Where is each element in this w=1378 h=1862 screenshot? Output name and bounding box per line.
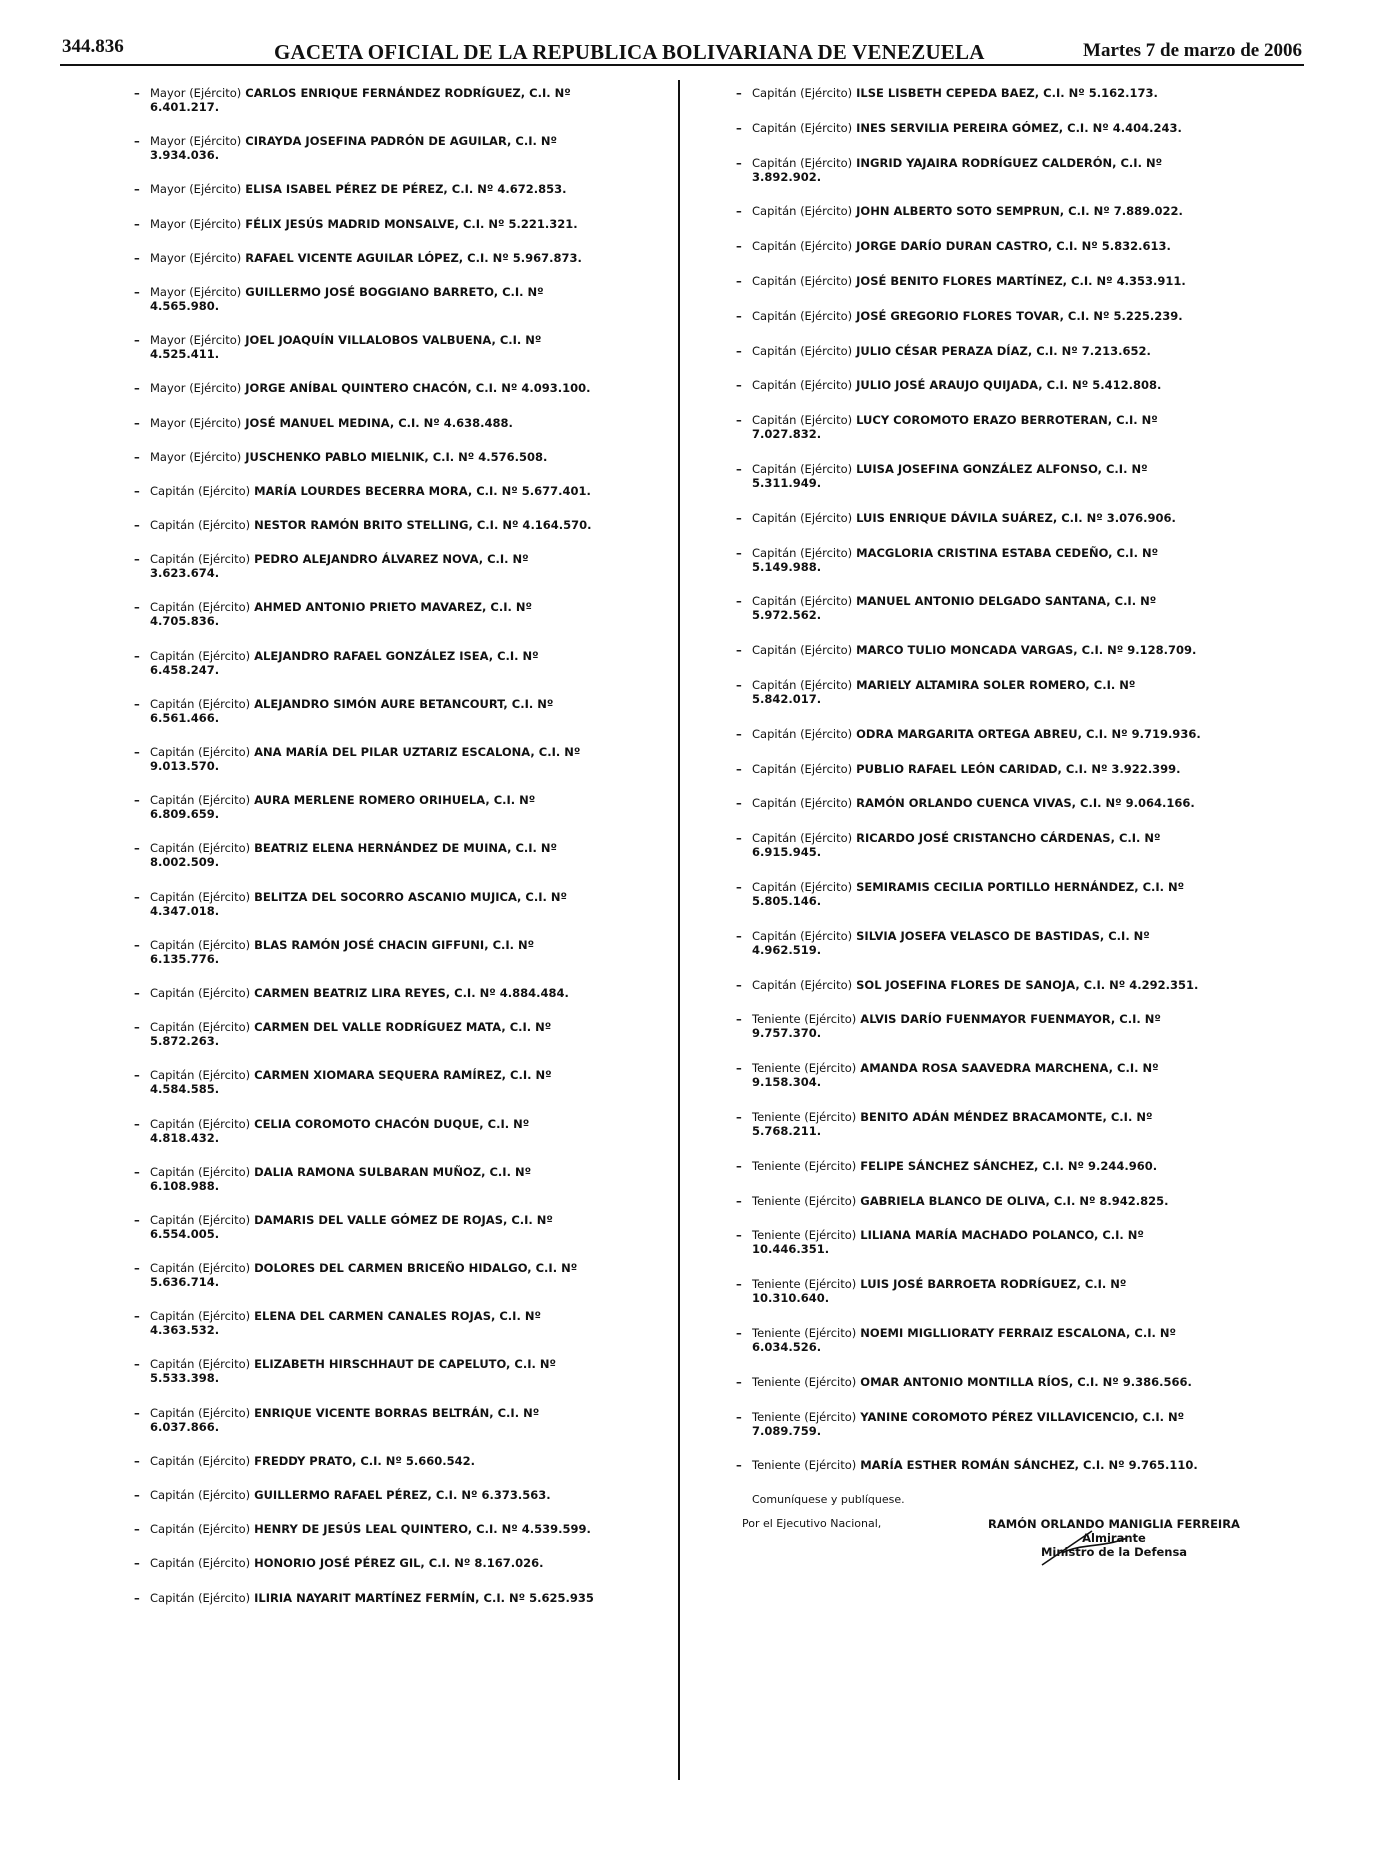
person-name: MARÍA ESTHER ROMÁN SÁNCHEZ, C.I. Nº 9.765.110.: [860, 1458, 1198, 1473]
person-name: RAMÓN ORLANDO CUENCA VIVAS, C.I. Nº 9.064.166.: [856, 796, 1195, 811]
person-name: BEATRIZ ELENA HERNÁNDEZ DE MUINA, C.I. Nº 8.002.509.: [150, 841, 558, 870]
list-item: [150, 1406, 598, 1434]
person-name: ALVIS DARÍO FUENMAYOR FUENMAYOR, C.I. Nº 9.757.370.: [752, 1012, 1161, 1041]
person-name: BELITZA DEL SOCORRO ASCANIO MUJICA, C.I. Nº 4.347.018.: [150, 889, 567, 918]
rank-label: Capitán (Ejército): [150, 745, 251, 759]
person-name: INGRID YAJAIRA RODRÍGUEZ CALDERÓN, C.I. Nº 3.892.902.: [752, 155, 1163, 184]
list-item: [150, 333, 598, 361]
list-item: [150, 1488, 598, 1502]
list-item: [150, 134, 598, 162]
list-item: [150, 1309, 598, 1337]
person-name: JOSÉ GREGORIO FLORES TOVAR, C.I. Nº 5.225.239.: [856, 308, 1183, 323]
list-item: [150, 1357, 598, 1385]
list-item: [150, 1117, 598, 1145]
rank-label: Capitán (Ejército): [150, 937, 251, 952]
rank-label: Mayor (Ejército): [150, 333, 242, 348]
rank-label: Capitán (Ejército): [150, 1068, 251, 1083]
rank-label: Teniente (Ejército): [752, 1458, 857, 1473]
rank-label: Teniente (Ejército): [752, 1228, 857, 1243]
list-item: [752, 1410, 1207, 1438]
list-item: [752, 86, 1207, 100]
person-name: SEMIRAMIS CECILIA PORTILLO HERNÁNDEZ, C.I. Nº 5.805.146.: [752, 879, 1185, 908]
person-name: MARIELY ALTAMIRA SOLER ROMERO, C.I. Nº 5.842.017.: [752, 677, 1136, 706]
list-item: [150, 217, 598, 231]
list-item: [752, 727, 1207, 741]
rank-label: Capitán (Ejército): [150, 1556, 251, 1571]
list-item: [150, 745, 598, 773]
rank-label: Capitán (Ejército): [150, 1590, 251, 1605]
person-name: AHMED ANTONIO PRIETO MAVAREZ, C.I. Nº 4.705.836.: [150, 600, 532, 629]
rank-label: Capitán (Ejército): [150, 841, 251, 856]
rank-label: Capitán (Ejército): [752, 86, 853, 100]
rank-label: Capitán (Ejército): [752, 204, 853, 219]
rank-label: Capitán (Ejército): [752, 761, 853, 776]
list-item: [150, 484, 598, 498]
person-name: GUILLERMO RAFAEL PÉREZ, C.I. Nº 6.373.563.: [254, 1488, 551, 1502]
signer-rank: Almirante: [1082, 1531, 1146, 1546]
rank-label: Capitán (Ejército): [752, 677, 853, 692]
rank-label: Capitán (Ejército): [150, 1212, 251, 1227]
list-item: [752, 413, 1207, 441]
rank-label: Capitán (Ejército): [752, 461, 853, 476]
rank-label: Capitán (Ejército): [150, 1453, 251, 1468]
rank-label: Capitán (Ejército): [752, 510, 853, 525]
rank-label: Capitán (Ejército): [752, 928, 853, 943]
rank-label: Capitán (Ejército): [150, 985, 251, 1000]
list-item: [150, 1068, 598, 1096]
list-item: [752, 344, 1207, 358]
person-name: JOEL JOAQUÍN VILLALOBOS VALBUENA, C.I. Nº 4.525.411.: [150, 333, 542, 362]
person-name: MANUEL ANTONIO DELGADO SANTANA, C.I. Nº 5.972.562.: [752, 594, 1157, 623]
list-item: [752, 880, 1207, 908]
person-name: AURA MERLENE ROMERO ORIHUELA, C.I. Nº 6.809.659.: [150, 793, 536, 822]
header-rule: [60, 64, 1304, 66]
list-item: [150, 1020, 598, 1048]
list-item: [150, 890, 598, 918]
person-name: LUIS ENRIQUE DÁVILA SUÁREZ, C.I. Nº 3.076.906.: [856, 510, 1176, 525]
rank-label: Teniente (Ejército): [752, 1325, 857, 1340]
person-name: CARMEN DEL VALLE RODRÍGUEZ MATA, C.I. Nº 5.872.263.: [150, 1020, 552, 1049]
person-name: JOSÉ BENITO FLORES MARTÍNEZ, C.I. Nº 4.353.911.: [856, 273, 1186, 288]
person-name: NOEMI MIGLLIORATY FERRAIZ ESCALONA, C.I. Nº 6.034.526.: [752, 1325, 1176, 1354]
person-name: BENITO ADÁN MÉNDEZ BRACAMONTE, C.I. Nº 5.768.211.: [752, 1109, 1153, 1138]
list-item: [150, 450, 598, 464]
list-item: [150, 518, 598, 532]
list-item: [150, 86, 598, 114]
rank-label: Capitán (Ejército): [752, 643, 853, 658]
executive-line: Por el Ejecutivo Nacional,: [742, 1517, 882, 1531]
person-name: DOLORES DEL CARMEN BRICEÑO HIDALGO, C.I. Nº 5.636.714.: [150, 1261, 578, 1290]
person-name: INES SERVILIA PEREIRA GÓMEZ, C.I. Nº 4.404.243.: [856, 120, 1182, 135]
rank-label: Capitán (Ejército): [150, 1261, 251, 1276]
person-name: ELIZABETH HIRSCHHAUT DE CAPELUTO, C.I. Nº 5.533.398.: [150, 1357, 556, 1386]
rank-label: Capitán (Ejército): [150, 1020, 251, 1035]
person-name: OMAR ANTONIO MONTILLA RÍOS, C.I. Nº 9.386.566.: [860, 1374, 1192, 1389]
rank-label: Capitán (Ejército): [752, 155, 853, 170]
list-item: [150, 600, 598, 628]
list-item: [150, 1591, 598, 1605]
rank-label: Capitán (Ejército): [752, 413, 853, 428]
person-name: BLAS RAMÓN JOSÉ CHACIN GIFFUNI, C.I. Nº 6.135.776.: [150, 937, 535, 966]
rank-label: Capitán (Ejército): [752, 831, 853, 846]
list-item: [752, 274, 1207, 288]
rank-label: Capitán (Ejército): [752, 879, 853, 894]
person-name: MARÍA LOURDES BECERRA MORA, C.I. Nº 5.677.401.: [254, 483, 591, 498]
rank-label: Teniente (Ejército): [752, 1012, 857, 1027]
list-item: [752, 762, 1207, 776]
person-name: GUILLERMO JOSÉ BOGGIANO BARRETO, C.I. Nº 4.565.980.: [150, 284, 544, 313]
list-item: [150, 938, 598, 966]
person-name: LUISA JOSEFINA GONZÁLEZ ALFONSO, C.I. Nº 5.311.949.: [752, 461, 1148, 490]
person-name: SILVIA JOSEFA VELASCO DE BASTIDAS, C.I. Nº 4.962.519.: [752, 928, 1150, 957]
signer-title: Ministro de la Defensa: [1040, 1545, 1188, 1560]
list-item: [150, 182, 598, 196]
rank-label: Mayor (Ejército): [150, 449, 242, 464]
person-name: ILSE LISBETH CEPEDA BAEZ, C.I. Nº 5.162.173.: [856, 86, 1158, 100]
rank-label: Capitán (Ejército): [150, 889, 251, 904]
column-divider: [678, 80, 680, 1780]
list-item: [752, 1012, 1207, 1040]
person-name: PUBLIO RAFAEL LEÓN CARIDAD, C.I. Nº 3.922.399.: [856, 761, 1181, 776]
rank-label: Teniente (Ejército): [752, 1193, 857, 1208]
list-item: [752, 204, 1207, 218]
person-name: HONORIO JOSÉ PÉREZ GIL, C.I. Nº 8.167.026.: [254, 1556, 544, 1571]
list-item: [150, 1213, 598, 1241]
list-item: [752, 121, 1207, 135]
person-name: ALEJANDRO SIMÓN AURE BETANCOURT, C.I. Nº 6.561.466.: [150, 696, 554, 725]
person-name: ELENA DEL CARMEN CANALES ROJAS, C.I. Nº 4.363.532.: [150, 1309, 541, 1338]
person-name: JULIO CÉSAR PERAZA DÍAZ, C.I. Nº 7.213.652.: [856, 343, 1151, 358]
list-item: [752, 594, 1207, 622]
person-name: JOSÉ MANUEL MEDINA, C.I. Nº 4.638.488.: [245, 415, 513, 430]
rank-label: Capitán (Ejército): [150, 793, 251, 808]
list-item: [150, 251, 598, 265]
list-item: [150, 416, 598, 430]
rank-label: Capitán (Ejército): [752, 977, 853, 992]
rank-label: Capitán (Ejército): [150, 1522, 251, 1537]
list-item: [752, 678, 1207, 706]
rank-label: Teniente (Ejército): [752, 1109, 857, 1124]
list-item: [150, 649, 598, 677]
person-name: LILIANA MARÍA MACHADO POLANCO, C.I. Nº 10.446.351.: [752, 1228, 1144, 1257]
person-name: CARMEN BEATRIZ LIRA REYES, C.I. Nº 4.884.484.: [254, 985, 569, 1000]
rank-label: Mayor (Ejército): [150, 250, 242, 265]
left-column: [150, 86, 598, 1625]
list-item: [150, 1556, 598, 1570]
rank-label: Mayor (Ejército): [150, 216, 242, 231]
signature-block: [742, 1517, 1240, 1573]
list-item: [752, 1458, 1207, 1472]
rank-label: Capitán (Ejército): [150, 600, 251, 615]
person-name: MARCO TULIO MONCADA VARGAS, C.I. Nº 9.128.709.: [856, 643, 1197, 658]
person-name: FREDDY PRATO, C.I. Nº 5.660.542.: [254, 1453, 476, 1468]
list-item: [150, 1165, 598, 1193]
publish-line: Comuníquese y publíquese.: [752, 1493, 905, 1507]
person-name: ENRIQUE VICENTE BORRAS BELTRÁN, C.I. Nº 6.037.866.: [150, 1405, 540, 1434]
list-item: [752, 831, 1207, 859]
rank-label: Capitán (Ejército): [752, 273, 853, 288]
person-name: HENRY DE JESÚS LEAL QUINTERO, C.I. Nº 4.539.599.: [254, 1522, 591, 1537]
person-name: NESTOR RAMÓN BRITO STELLING, C.I. Nº 4.164.570.: [254, 518, 592, 533]
rank-label: Capitán (Ejército): [752, 308, 853, 323]
rank-label: Mayor (Ejército): [150, 381, 242, 396]
rank-label: Capitán (Ejército): [150, 483, 251, 498]
signer-name: RAMÓN ORLANDO MANIGLIA FERREIRA: [988, 1517, 1240, 1532]
rank-label: Capitán (Ejército): [752, 545, 853, 560]
rank-label: Teniente (Ejército): [752, 1374, 857, 1389]
gazette-title: GACETA OFICIAL DE LA REPUBLICA BOLIVARIANA DE VENEZUELA: [274, 40, 985, 64]
rank-label: Capitán (Ejército): [752, 594, 853, 609]
rank-label: Capitán (Ejército): [150, 1488, 251, 1502]
person-name: DALIA RAMONA SULBARAN MUÑOZ, C.I. Nº 6.108.988.: [150, 1164, 532, 1193]
list-item: [752, 1326, 1207, 1354]
list-item: [150, 1454, 598, 1468]
page-header: [62, 36, 1302, 64]
person-name: AMANDA ROSA SAAVEDRA MARCHENA, C.I. Nº 9.158.304.: [752, 1061, 1159, 1090]
list-item: [752, 929, 1207, 957]
person-name: RAFAEL VICENTE AGUILAR LÓPEZ, C.I. Nº 5.967.873.: [245, 250, 582, 265]
list-item: [752, 309, 1207, 323]
person-name: CIRAYDA JOSEFINA PADRÓN DE AGUILAR, C.I. Nº 3.934.036.: [150, 134, 557, 163]
page-number: 344.836: [62, 36, 124, 57]
list-item: [752, 546, 1207, 574]
list-item: [150, 552, 598, 580]
person-name: DAMARIS DEL VALLE GÓMEZ DE ROJAS, C.I. Nº 6.554.005.: [150, 1212, 553, 1241]
rank-label: Capitán (Ejército): [752, 378, 853, 393]
list-item: [150, 285, 598, 313]
person-name: CARLOS ENRIQUE FERNÁNDEZ RODRÍGUEZ, C.I. Nº 6.401.217.: [150, 86, 571, 114]
list-item: [752, 511, 1207, 525]
person-name: RICARDO JOSÉ CRISTANCHO CÁRDENAS, C.I. Nº 6.915.945.: [752, 831, 1161, 860]
list-item: [752, 378, 1207, 392]
person-name: ALEJANDRO RAFAEL GONZÁLEZ ISEA, C.I. Nº 6.458.247.: [150, 648, 539, 677]
person-name: ELISA ISABEL PÉREZ DE PÉREZ, C.I. Nº 4.672.853.: [245, 182, 567, 197]
rank-label: Capitán (Ejército): [752, 726, 853, 741]
rank-label: Mayor (Ejército): [150, 86, 242, 100]
rank-label: Capitán (Ejército): [150, 552, 251, 567]
right-column-entries: [752, 86, 1207, 1472]
person-name: JORGE ANÍBAL QUINTERO CHACÓN, C.I. Nº 4.093.100.: [245, 381, 591, 396]
rank-label: Mayor (Ejército): [150, 134, 242, 149]
rank-label: Capitán (Ejército): [752, 796, 853, 811]
person-name: SOL JOSEFINA FLORES DE SANOJA, C.I. Nº 4.292.351.: [856, 977, 1199, 992]
person-name: JOHN ALBERTO SOTO SEMPRUN, C.I. Nº 7.889.022.: [856, 204, 1183, 219]
list-item: [752, 978, 1207, 992]
list-item: [752, 796, 1207, 810]
person-name: LUCY COROMOTO ERAZO BERROTERAN, C.I. Nº 7.027.832.: [752, 413, 1158, 442]
rank-label: Teniente (Ejército): [752, 1061, 857, 1076]
list-item: [752, 239, 1207, 253]
rank-label: Capitán (Ejército): [150, 1405, 251, 1420]
person-name: ILIRIA NAYARIT MARTÍNEZ FERMÍN, C.I. Nº 5.625.935: [254, 1590, 594, 1605]
rank-label: Capitán (Ejército): [150, 1309, 251, 1324]
rank-label: Capitán (Ejército): [150, 696, 251, 711]
person-name: ODRA MARGARITA ORTEGA ABREU, C.I. Nº 9.719.936.: [856, 726, 1201, 741]
person-name: FELIPE SÁNCHEZ SÁNCHEZ, C.I. Nº 9.244.960.: [860, 1158, 1158, 1173]
issue-date: Martes 7 de marzo de 2006: [1083, 40, 1302, 61]
list-item: [150, 986, 598, 1000]
rank-label: Teniente (Ejército): [752, 1409, 857, 1424]
rank-label: Mayor (Ejército): [150, 284, 242, 299]
list-item: [150, 1522, 598, 1536]
person-name: MACGLORIA CRISTINA ESTABA CEDEÑO, C.I. Nº 5.149.988.: [752, 545, 1159, 574]
list-item: [752, 462, 1207, 490]
person-name: ANA MARÍA DEL PILAR UZTARIZ ESCALONA, C.I. Nº 9.013.570.: [150, 745, 581, 773]
rank-label: Teniente (Ejército): [752, 1277, 857, 1292]
list-item: [150, 697, 598, 725]
rank-label: Teniente (Ejército): [752, 1158, 857, 1173]
list-item: [150, 793, 598, 821]
rank-label: Capitán (Ejército): [150, 1116, 251, 1131]
rank-label: Capitán (Ejército): [150, 1357, 251, 1372]
list-item: [150, 1261, 598, 1289]
person-name: JORGE DARÍO DURAN CASTRO, C.I. Nº 5.832.613.: [856, 239, 1171, 254]
person-name: CARMEN XIOMARA SEQUERA RAMÍREZ, C.I. Nº 4.584.585.: [150, 1068, 552, 1097]
person-name: CELIA COROMOTO CHACÓN DUQUE, C.I. Nº 4.818.432.: [150, 1116, 530, 1145]
list-item: [752, 1194, 1207, 1208]
list-item: [752, 156, 1207, 184]
person-name: LUIS JOSÉ BARROETA RODRÍGUEZ, C.I. Nº 10.310.640.: [752, 1277, 1127, 1306]
list-item: [752, 643, 1207, 657]
list-item: [752, 1110, 1207, 1138]
right-column: [742, 86, 1240, 1573]
rank-label: Mayor (Ejército): [150, 182, 242, 197]
rank-label: Capitán (Ejército): [150, 1164, 251, 1179]
rank-label: Capitán (Ejército): [752, 343, 853, 358]
list-item: [150, 841, 598, 869]
list-item: [752, 1375, 1207, 1389]
person-name: JUSCHENKO PABLO MIELNIK, C.I. Nº 4.576.508.: [245, 449, 548, 464]
list-item: [752, 1228, 1207, 1256]
handwritten-signature: [1032, 1523, 1152, 1573]
rank-label: Capitán (Ejército): [150, 648, 251, 663]
rank-label: Mayor (Ejército): [150, 415, 242, 430]
person-name: YANINE COROMOTO PÉREZ VILLAVICENCIO, C.I. Nº 7.089.759.: [752, 1409, 1185, 1438]
list-item: [150, 381, 598, 395]
person-name: FÉLIX JESÚS MADRID MONSALVE, C.I. Nº 5.221.321.: [245, 216, 578, 231]
list-item: [752, 1277, 1207, 1305]
list-item: [752, 1159, 1207, 1173]
person-name: JULIO JOSÉ ARAUJO QUIJADA, C.I. Nº 5.412.808.: [856, 378, 1162, 393]
person-name: GABRIELA BLANCO DE OLIVA, C.I. Nº 8.942.825.: [860, 1193, 1169, 1208]
rank-label: Capitán (Ejército): [150, 518, 251, 533]
person-name: PEDRO ALEJANDRO ÁLVAREZ NOVA, C.I. Nº 3.623.674.: [150, 552, 529, 581]
rank-label: Capitán (Ejército): [752, 239, 853, 254]
list-item: [752, 1061, 1207, 1089]
rank-label: Capitán (Ejército): [752, 120, 853, 135]
